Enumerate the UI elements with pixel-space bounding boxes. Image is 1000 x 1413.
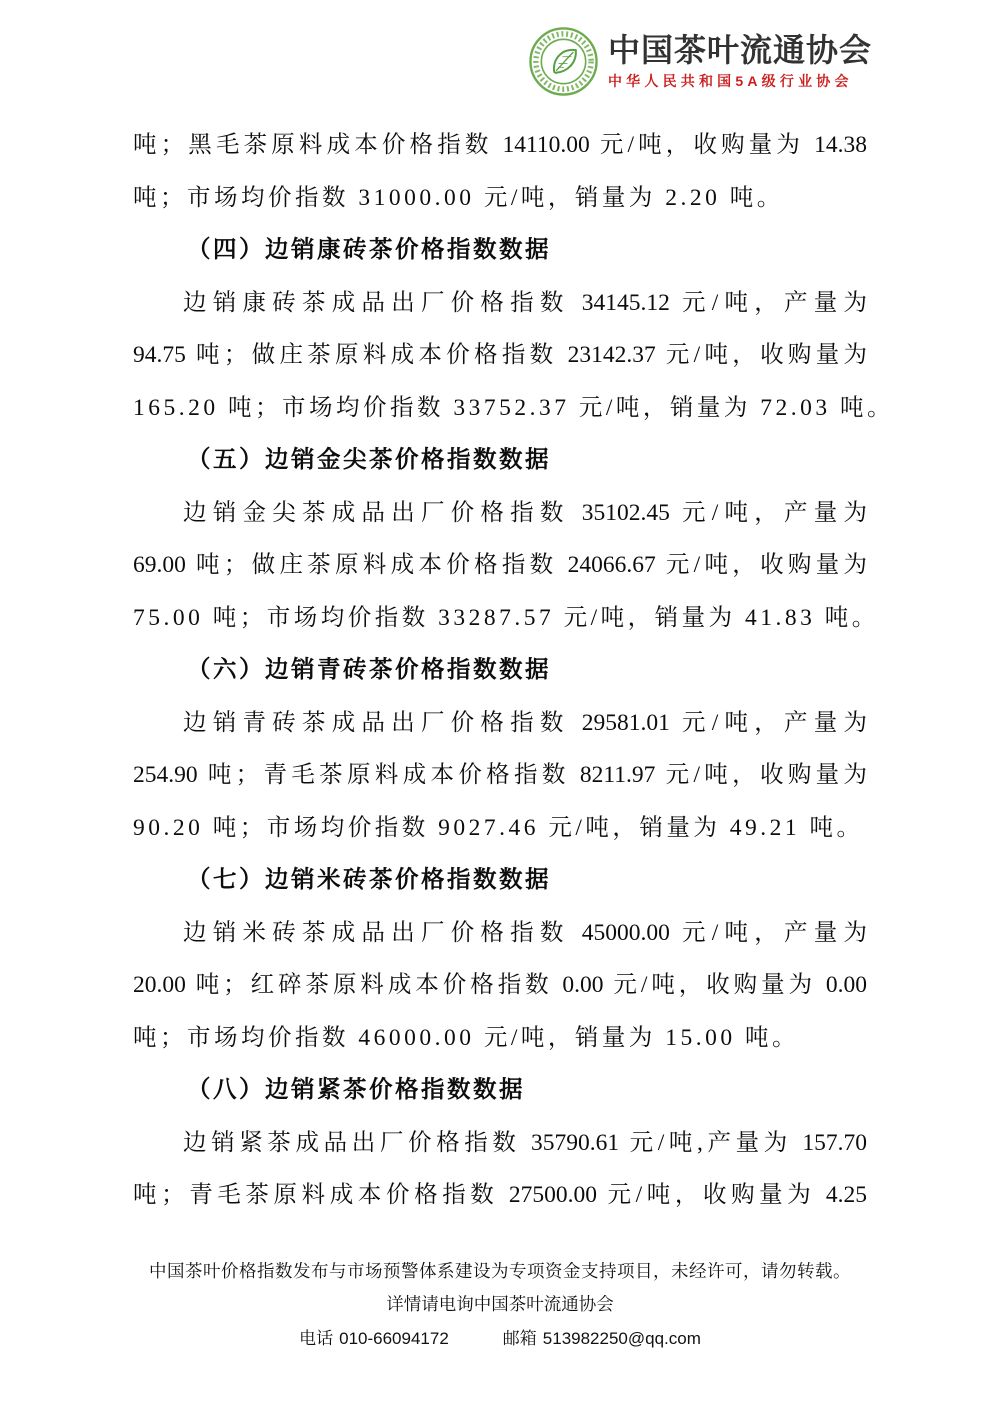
doc-line: 边销金尖茶成品出厂价格指数 35102.45 元/吨，产量为 — [183, 499, 867, 526]
section-heading-5: （五）边销金尖茶价格指数数据 — [187, 447, 551, 473]
email-address: 513982250@qq.com — [542, 1329, 701, 1348]
section-heading-8: （八）边销紧茶价格指数数据 — [187, 1077, 525, 1103]
section-heading-6: （六）边销青砖茶价格指数数据 — [187, 657, 551, 683]
footer-contact-intro: 详情请电询中国茶叶流通协会 — [386, 1294, 614, 1314]
doc-line: 吨；青毛茶原料成本价格指数 27500.00 元/吨，收购量为 4.25 — [133, 1182, 867, 1208]
doc-line: 20.00 吨；红碎茶原料成本价格指数 0.00 元/吨，收购量为 0.00 — [133, 972, 867, 998]
email-label: 邮箱 — [502, 1329, 537, 1348]
document-body — [133, 119, 895, 1222]
doc-line: 90.20 吨；市场均价指数 9027.46 元/吨，销量为 49.21 吨。 — [133, 814, 864, 841]
phone-number: 010-66094172 — [339, 1329, 449, 1348]
org-logo-block — [528, 26, 872, 97]
tea-association-seal-icon — [528, 26, 599, 97]
doc-line: 吨；黑毛茶原料成本价格指数 14110.00 元/吨，收购量为 14.38 — [133, 132, 867, 158]
section-heading-4: （四）边销康砖茶价格指数数据 — [187, 237, 551, 263]
doc-line: 254.90 吨；青毛茶原料成本价格指数 8211.97 元/吨，收购量为 — [133, 762, 867, 788]
org-subtitle: 中华人民共和国5A级行业协会 — [607, 73, 853, 90]
doc-line: 69.00 吨；做庄茶原料成本价格指数 24066.67 元/吨，收购量为 — [133, 552, 867, 578]
doc-line: 边销康砖茶成品出厂价格指数 34145.12 元/吨，产量为 — [183, 289, 867, 316]
doc-line: 吨；市场均价指数 31000.00 元/吨，销量为 2.20 吨。 — [133, 184, 784, 211]
doc-line: 边销青砖茶成品出厂价格指数 29581.01 元/吨，产量为 — [183, 709, 867, 736]
footer-contact-line — [0, 1324, 1000, 1349]
doc-line: 75.00 吨；市场均价指数 33287.57 元/吨，销量为 41.83 吨。 — [133, 604, 879, 631]
doc-line: 边销紧茶成品出厂价格指数 35790.61 元/吨,产量为 157.70 — [183, 1129, 867, 1156]
footer-notice: 中国茶叶价格指数发布与市场预警体系建设为专项资金支持项目，未经许可，请勿转载。 — [149, 1261, 851, 1281]
doc-line: 165.20 吨；市场均价指数 33752.37 元/吨，销量为 72.03 吨。 — [133, 394, 895, 421]
doc-line: 吨；市场均价指数 46000.00 元/吨，销量为 15.00 吨。 — [133, 1024, 800, 1051]
org-name: 中国茶叶流通协会 — [607, 31, 872, 68]
org-logo-text — [608, 32, 872, 92]
doc-line: 边销米砖茶成品出厂价格指数 45000.00 元/吨，产量为 — [183, 919, 867, 946]
phone-label: 电话 — [299, 1329, 334, 1348]
section-heading-7: （七）边销米砖茶价格指数数据 — [187, 867, 551, 893]
page-footer — [0, 1258, 1000, 1349]
doc-line: 94.75 吨；做庄茶原料成本价格指数 23142.37 元/吨，收购量为 — [133, 342, 867, 368]
